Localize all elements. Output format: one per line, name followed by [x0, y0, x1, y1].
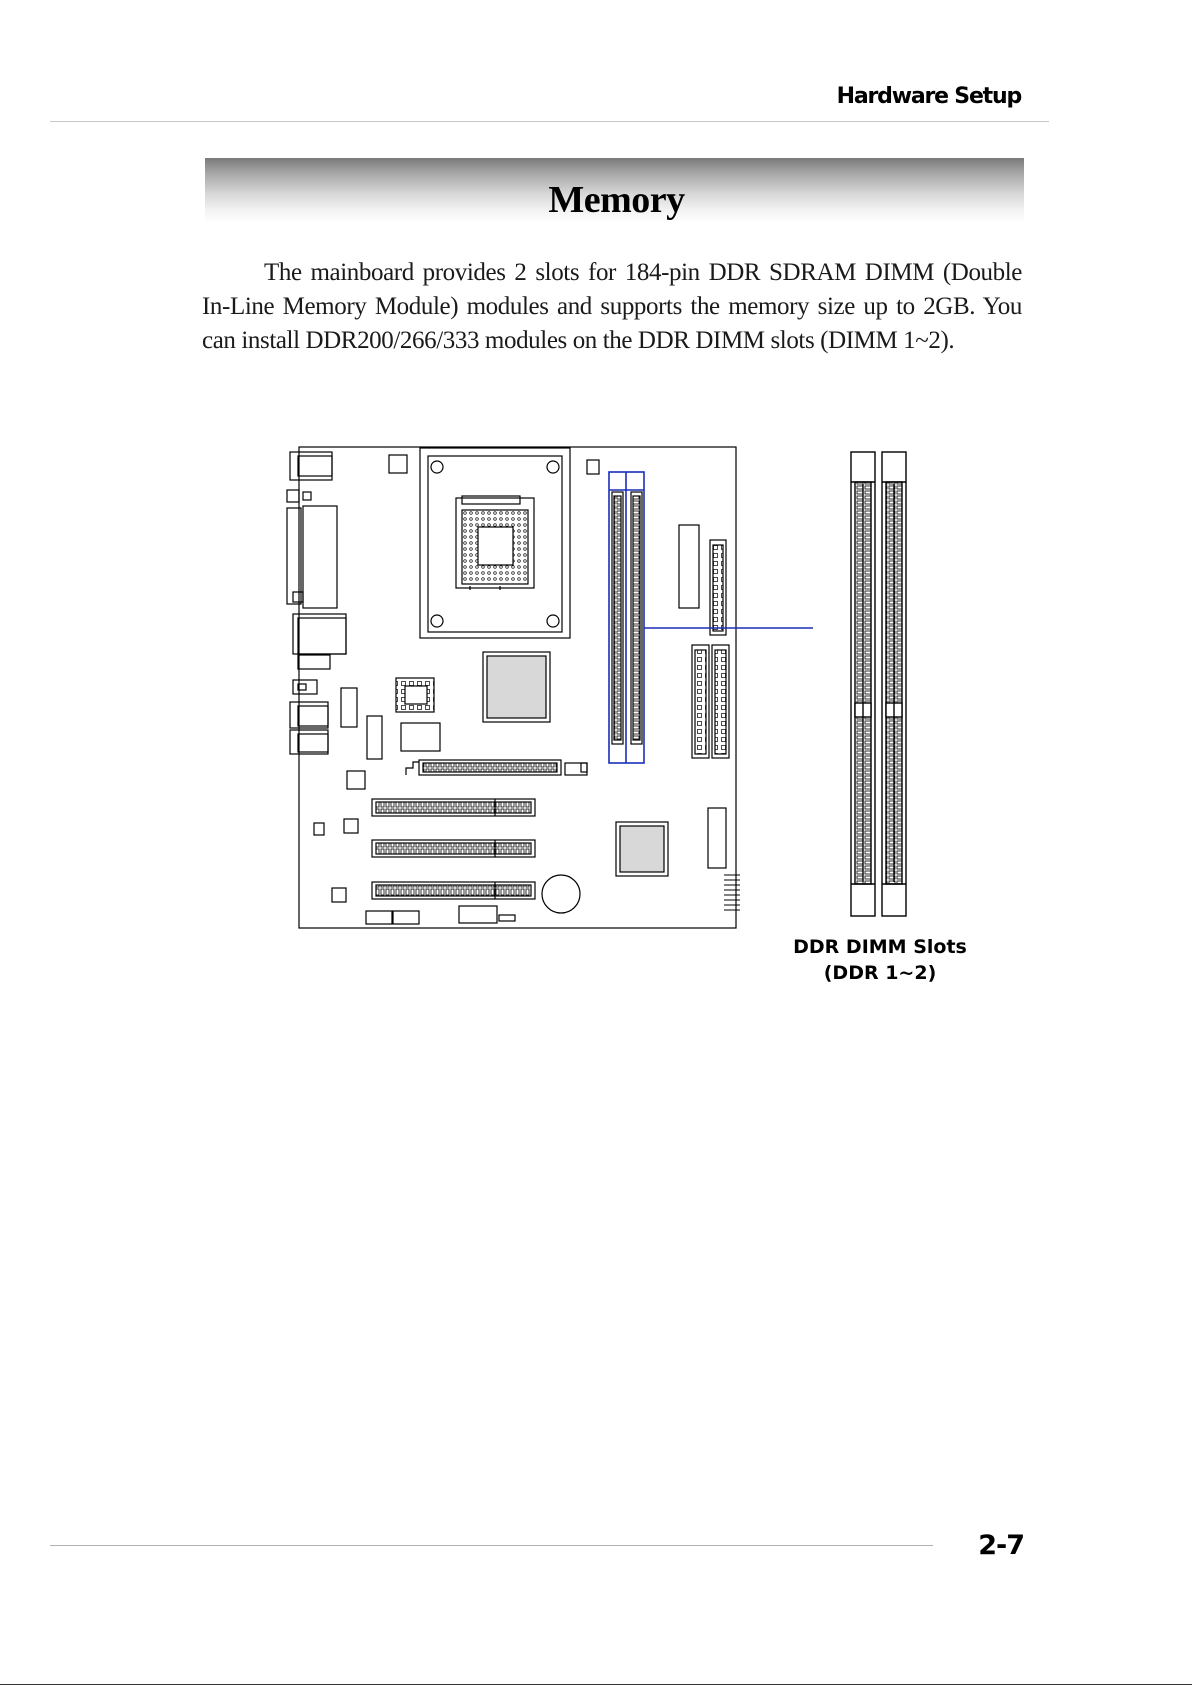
small-component — [344, 819, 358, 833]
pci-slot — [372, 840, 535, 857]
small-component — [389, 455, 407, 473]
footer-rule — [50, 1545, 933, 1546]
caption-line: (DDR 1~2) — [823, 962, 937, 984]
south-bridge-chip — [616, 822, 668, 876]
cpu-socket — [420, 448, 570, 638]
ddr-dimm-slot-1 — [851, 452, 875, 916]
header-connector — [366, 911, 392, 924]
floppy-connector — [710, 540, 726, 635]
agp-slot — [406, 760, 587, 775]
board-dimm-slot — [612, 492, 623, 744]
small-component — [587, 460, 599, 474]
running-header: Hardware Setup — [836, 84, 1021, 109]
ddr-dimm-slot-2 — [882, 452, 906, 916]
small-component — [314, 823, 324, 835]
ide-connector — [692, 645, 709, 758]
rear-io — [287, 452, 346, 754]
body-paragraph: The mainboard provides 2 slots for 184-pin DDR SDRAM DIMM (Double In-Line Memory Module) modules and supports the memory size up to 2GB. You can install DDR200/266/333 modules on the DDR DIMM slots (DIMM 1~2). — [202, 259, 1022, 354]
bios-chip — [396, 678, 434, 712]
front-panel-pins — [724, 875, 740, 910]
ic-chip — [401, 723, 440, 751]
caption-line: DDR DIMM Slots — [793, 936, 967, 958]
ic-chip — [679, 525, 699, 608]
header-connector — [393, 911, 419, 924]
figure-caption — [770, 934, 990, 986]
ic-chip — [367, 716, 382, 759]
section-title: Memory — [548, 179, 685, 221]
small-component — [332, 888, 346, 902]
page-number: 2-7 — [978, 1530, 1024, 1561]
ic-chip — [341, 688, 357, 727]
header-connector — [499, 915, 515, 921]
pci-slot — [372, 882, 535, 899]
board-dimm-slot — [631, 492, 642, 744]
small-component — [347, 771, 365, 789]
ic-chip — [708, 808, 726, 868]
pci-slot — [372, 799, 535, 816]
cmos-battery — [542, 875, 580, 913]
header-connector — [459, 906, 497, 923]
north-bridge-chip — [483, 652, 550, 722]
ide-connector — [712, 645, 729, 758]
